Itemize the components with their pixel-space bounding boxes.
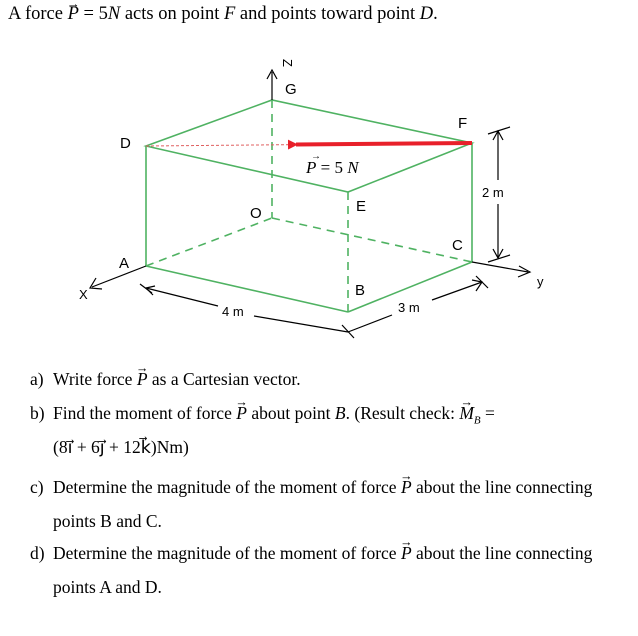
question-c bbox=[30, 477, 592, 498]
dim-3m-line-a bbox=[348, 315, 392, 332]
question-c-text-2: about the line connecting bbox=[411, 477, 593, 497]
question-a-text: Write force bbox=[53, 369, 137, 389]
intro-text: A force bbox=[8, 4, 68, 24]
force-label-arrow: → bbox=[311, 151, 321, 162]
label-o: O bbox=[250, 205, 262, 222]
dim-2m-label: 2 m bbox=[482, 185, 504, 200]
question-d bbox=[30, 543, 592, 564]
dim-3m-tick-end bbox=[476, 276, 488, 288]
question-b-text-2: about point bbox=[246, 403, 335, 423]
question-d-line2: points A and D. bbox=[53, 577, 162, 597]
force-unit: N bbox=[107, 4, 121, 24]
question-a-force-symbol: → P bbox=[137, 369, 148, 390]
dim-3m-label: 3 m bbox=[398, 300, 420, 315]
force-label-value: = 5 bbox=[316, 158, 348, 177]
force-symbol: → P bbox=[68, 4, 79, 25]
question-d-text: Determine the magnitude of the moment of force bbox=[53, 543, 401, 563]
question-d-text-2: about the line connecting bbox=[411, 543, 593, 563]
label-a: A bbox=[119, 255, 130, 272]
question-b-text: Find the moment of force bbox=[53, 403, 237, 423]
question-c-line2: points B and C. bbox=[53, 511, 162, 531]
point-f-ref: F bbox=[223, 4, 236, 24]
label-z: Z bbox=[280, 59, 295, 67]
question-b-text-3: . (Result check: bbox=[345, 403, 460, 423]
question-d-label: d) bbox=[30, 543, 45, 563]
label-f: F bbox=[458, 115, 468, 132]
question-a bbox=[30, 369, 301, 390]
question-b-equals: = bbox=[480, 403, 495, 423]
dim-4m-line-b bbox=[254, 316, 348, 332]
force-magnitude: = 5 bbox=[78, 4, 108, 24]
intro-text-2: acts on point bbox=[120, 4, 224, 24]
edge-oc-hidden bbox=[272, 218, 472, 262]
question-c-text: Determine the magnitude of the moment of force bbox=[53, 477, 401, 497]
intro-text-3: and points toward point bbox=[235, 4, 420, 24]
label-g: G bbox=[285, 81, 297, 98]
label-c: C bbox=[452, 237, 463, 254]
intro-period: . bbox=[433, 4, 438, 24]
question-b-result: (8ı⃗ + 6ȷ⃗ + 12k⃗)Nm) bbox=[53, 437, 189, 457]
moment-symbol: → M bbox=[459, 403, 474, 424]
edge-ab bbox=[146, 266, 348, 312]
question-b-point: B bbox=[334, 403, 346, 423]
label-e: E bbox=[356, 198, 367, 215]
moment-subscript: B bbox=[473, 414, 481, 427]
question-a-text-2: as a Cartesian vector. bbox=[147, 369, 301, 389]
label-x: X bbox=[79, 287, 88, 302]
question-d-force-symbol: → P bbox=[401, 543, 412, 564]
force-label-unit: N bbox=[347, 158, 359, 177]
label-b: B bbox=[355, 282, 366, 299]
question-b bbox=[30, 403, 495, 427]
force-arrow bbox=[296, 143, 472, 145]
edge-ao-hidden bbox=[146, 218, 272, 266]
question-a-label: a) bbox=[30, 369, 44, 389]
label-d: D bbox=[120, 135, 131, 152]
question-c-label: c) bbox=[30, 477, 44, 497]
dim-4m-line-a bbox=[146, 288, 218, 306]
question-b-force-symbol: → P bbox=[236, 403, 247, 424]
point-d-ref: D bbox=[419, 4, 434, 24]
label-y: y bbox=[537, 274, 544, 289]
dim-4m-label: 4 m bbox=[222, 304, 244, 319]
question-b-label: b) bbox=[30, 403, 45, 423]
question-c-force-symbol: → P bbox=[401, 477, 412, 498]
dim-3m-line-b bbox=[432, 282, 482, 300]
force-label-symbol: P bbox=[306, 158, 317, 177]
